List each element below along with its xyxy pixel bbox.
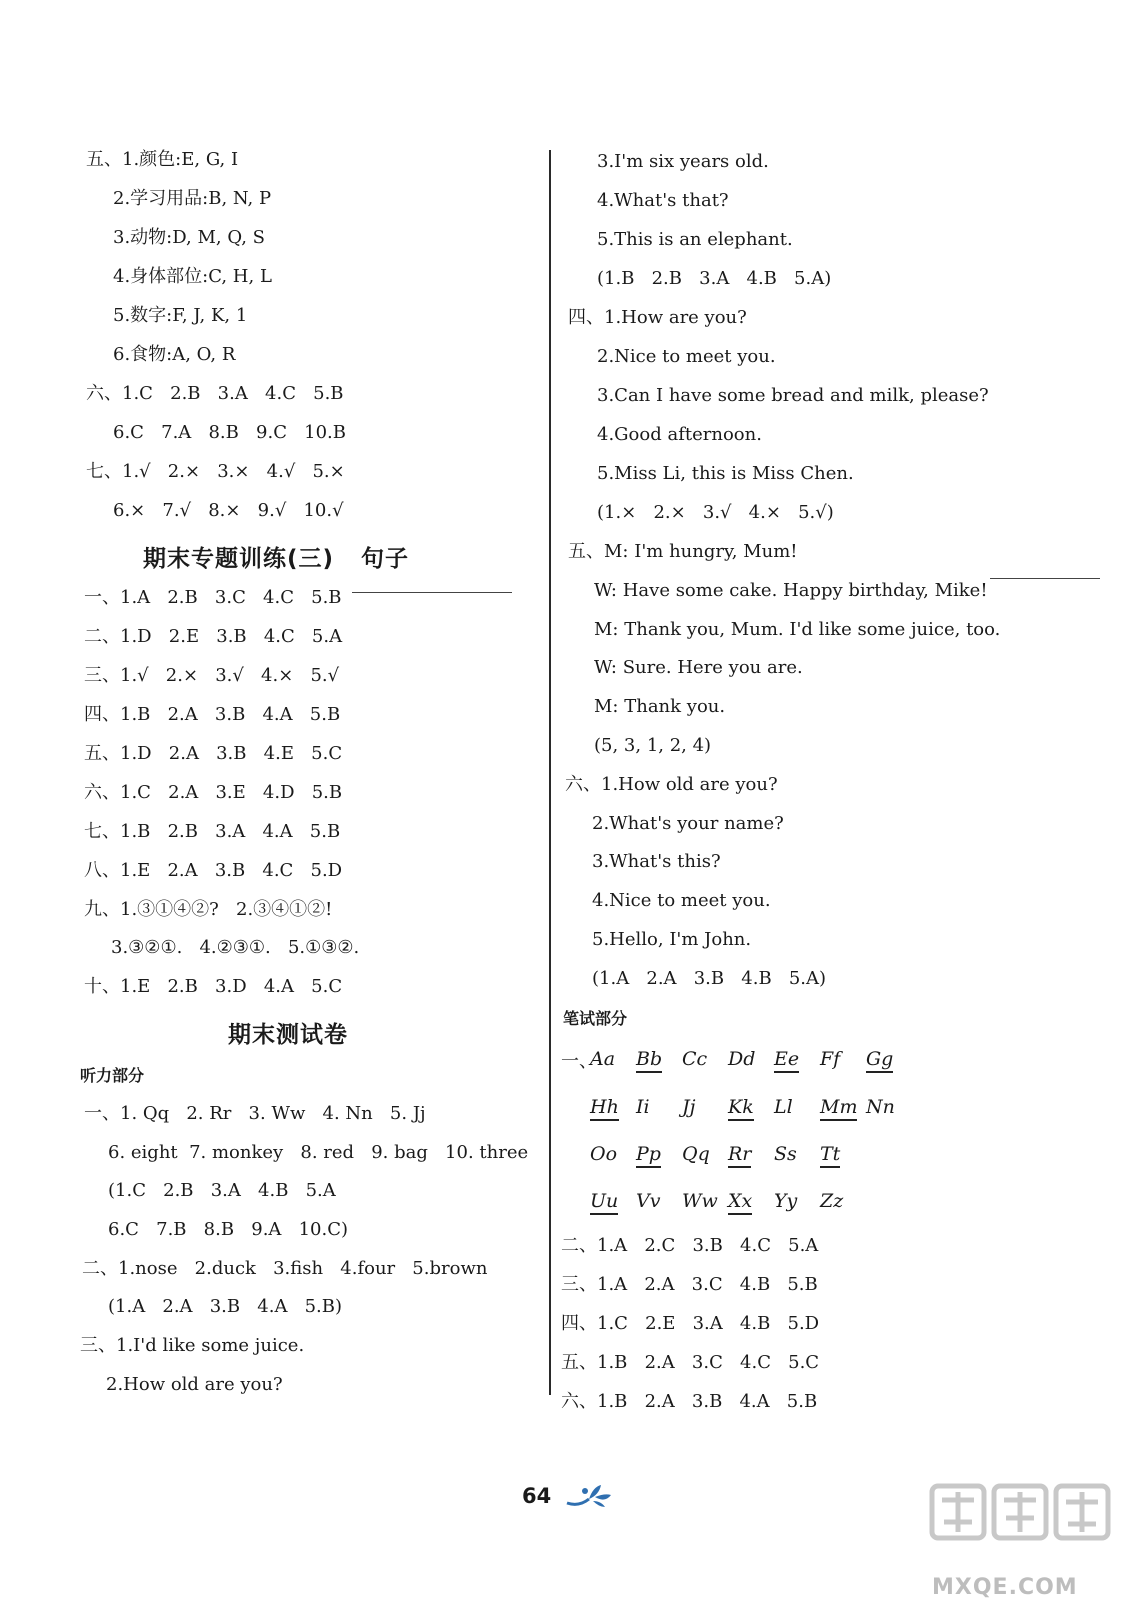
alphabet-letter-pair: Rr	[728, 1143, 751, 1168]
answer-line: 2.What's your name?	[592, 813, 784, 834]
alphabet-letter-pair: Ff	[820, 1048, 841, 1070]
answer-line: M: Thank you, Mum. I'd like some juice, too.	[594, 619, 1001, 640]
alphabet-letter-pair: Hh	[590, 1096, 619, 1121]
alphabet-letter-pair: Tt	[820, 1143, 840, 1168]
answer-line: 五、1.D 2.A 3.B 4.E 5.C	[84, 743, 343, 764]
answer-line: 三、1.A 2.A 3.C 4.B 5.B	[561, 1274, 818, 1295]
answer-line: 六、1.B 2.A 3.B 4.A 5.B	[561, 1391, 818, 1412]
answer-line: 5.数字:F, J, K, 1	[113, 305, 248, 326]
answer-line: 4.Nice to meet you.	[592, 890, 771, 911]
answer-line: 3.Can I have some bread and milk, please?	[597, 385, 989, 406]
answer-line: 6.C 7.B 8.B 9.A 10.C)	[108, 1219, 349, 1240]
answer-line: 一、1.A 2.B 3.C 4.C 5.B	[84, 587, 342, 608]
answer-line: 6. eight 7. monkey 8. red 9. bag 10. three	[108, 1142, 529, 1163]
answer-line: 五、1.B 2.A 3.C 4.C 5.C	[561, 1352, 820, 1373]
answer-line: 二、1.D 2.E 3.B 4.C 5.A	[84, 626, 343, 647]
stray-line	[990, 578, 1100, 579]
answer-line: 七、1.B 2.B 3.A 4.A 5.B	[84, 821, 341, 842]
watermark-text: MXQE.COM	[932, 1575, 1078, 1600]
stray-line	[352, 592, 512, 593]
answer-line: 三、1.√ 2.× 3.√ 4.× 5.√	[84, 665, 340, 686]
answer-line: (1.A 2.A 3.B 4.A 5.B)	[108, 1296, 343, 1317]
answer-line: 八、1.E 2.A 3.B 4.C 5.D	[84, 860, 343, 881]
alphabet-letter-pair: Uu	[590, 1190, 618, 1215]
page-number: 64	[522, 1484, 552, 1508]
answer-line: (1.A 2.A 3.B 4.B 5.A)	[592, 968, 827, 989]
alphabet-letter-pair: Gg	[866, 1048, 893, 1073]
answer-line: 3.动物:D, M, Q, S	[113, 227, 265, 248]
alphabet-letter-pair: Bb	[636, 1048, 662, 1073]
answer-line: 4.Good afternoon.	[597, 424, 762, 445]
subsection-label: 笔试部分	[563, 1009, 628, 1028]
answer-line: 四、1.C 2.E 3.A 4.B 5.D	[561, 1313, 820, 1334]
subsection-label: 听力部分	[80, 1066, 145, 1085]
column-divider	[549, 150, 551, 1395]
alphabet-letter-pair: Pp	[636, 1143, 661, 1168]
answer-line: 5.Hello, I'm John.	[592, 929, 752, 950]
alphabet-letter-pair: Jj	[682, 1096, 696, 1118]
answer-line: 3.③②①. 4.②③①. 5.①③②.	[111, 937, 360, 958]
alphabet-letter-pair: Ll	[774, 1096, 793, 1118]
section-heading: 期末专题训练(三) 句子	[143, 546, 410, 572]
answer-line: 2.学习用品:B, N, P	[113, 188, 272, 209]
answer-line: 6.× 7.√ 8.× 9.√ 10.√	[113, 500, 344, 521]
answer-line: 一、1. Qq 2. Rr 3. Ww 4. Nn 5. Jj	[84, 1103, 426, 1124]
answer-line: 5.Miss Li, this is Miss Chen.	[597, 463, 854, 484]
answer-line: 二、1.A 2.C 3.B 4.C 5.A	[561, 1235, 819, 1256]
alphabet-letter-pair: Qq	[682, 1143, 710, 1165]
answer-line: 四、1.B 2.A 3.B 4.A 5.B	[84, 704, 341, 725]
alphabet-letter-pair: Yy	[774, 1190, 798, 1212]
answer-line: 3.I'm six years old.	[597, 151, 769, 172]
answer-line: (1.B 2.B 3.A 4.B 5.A)	[597, 268, 832, 289]
answer-line: 五、1.颜色:E, G, I	[86, 149, 239, 170]
alphabet-letter-pair: Dd	[728, 1048, 756, 1070]
answer-line: 六、1.C 2.A 3.E 4.D 5.B	[84, 782, 343, 803]
answer-line: 五、M: I'm hungry, Mum!	[568, 541, 798, 562]
alphabet-letter-pair: Xx	[728, 1190, 752, 1215]
answer-line: 6.食物:A, O, R	[113, 344, 236, 365]
alphabet-letter-pair: Zz	[820, 1190, 844, 1212]
alphabet-letter-pair: Oo	[590, 1143, 618, 1165]
alphabet-prefix: 一、	[561, 1051, 597, 1072]
answer-line: 十、1.E 2.B 3.D 4.A 5.C	[84, 976, 343, 997]
answer-line: 5.This is an elephant.	[597, 229, 793, 250]
answer-line: 4.What's that?	[597, 190, 729, 211]
alphabet-letter-pair: Ww	[682, 1190, 718, 1212]
answer-line: 6.C 7.A 8.B 9.C 10.B	[113, 422, 346, 443]
answer-line: 4.身体部位:C, H, L	[113, 266, 272, 287]
alphabet-letter-pair: Ss	[774, 1143, 797, 1165]
alphabet-letter-pair: Kk	[728, 1096, 754, 1121]
alphabet-letter-pair: Aa	[590, 1048, 616, 1070]
answer-line: 六、1.How old are you?	[565, 774, 778, 795]
leaf-ornament-icon	[565, 1481, 615, 1511]
alphabet-letter-pair: Ee	[774, 1048, 799, 1073]
answer-line: 二、1.nose 2.duck 3.fish 4.four 5.brown	[82, 1258, 488, 1279]
alphabet-letter-pair: Nn	[866, 1096, 895, 1118]
answer-line: 2.How old are you?	[106, 1374, 283, 1395]
answer-line: 3.What's this?	[592, 851, 721, 872]
answer-line: 九、1.③①④②? 2.③④①②!	[84, 899, 333, 920]
answer-line: 六、1.C 2.B 3.A 4.C 5.B	[86, 383, 344, 404]
answer-line: 七、1.√ 2.× 3.× 4.√ 5.×	[86, 461, 345, 482]
answer-line: W: Sure. Here you are.	[594, 657, 803, 678]
section-heading: 期末测试卷	[228, 1022, 348, 1048]
alphabet-letter-pair: Cc	[682, 1048, 708, 1070]
answer-line: (1.× 2.× 3.√ 4.× 5.√)	[597, 502, 834, 523]
answer-line: 四、1.How are you?	[568, 307, 747, 328]
alphabet-letter-pair: Vv	[636, 1190, 661, 1212]
answer-line: (5, 3, 1, 2, 4)	[594, 735, 712, 756]
answer-line: 三、1.I'd like some juice.	[80, 1335, 305, 1356]
alphabet-letter-pair: Ii	[636, 1096, 650, 1118]
watermark-logo-icon	[928, 1478, 1118, 1573]
answer-line: W: Have some cake. Happy birthday, Mike!	[594, 580, 988, 601]
alphabet-letter-pair: Mm	[820, 1096, 857, 1121]
answer-line: 2.Nice to meet you.	[597, 346, 776, 367]
answer-line: M: Thank you.	[594, 696, 726, 717]
answer-line: (1.C 2.B 3.A 4.B 5.A	[108, 1180, 336, 1201]
